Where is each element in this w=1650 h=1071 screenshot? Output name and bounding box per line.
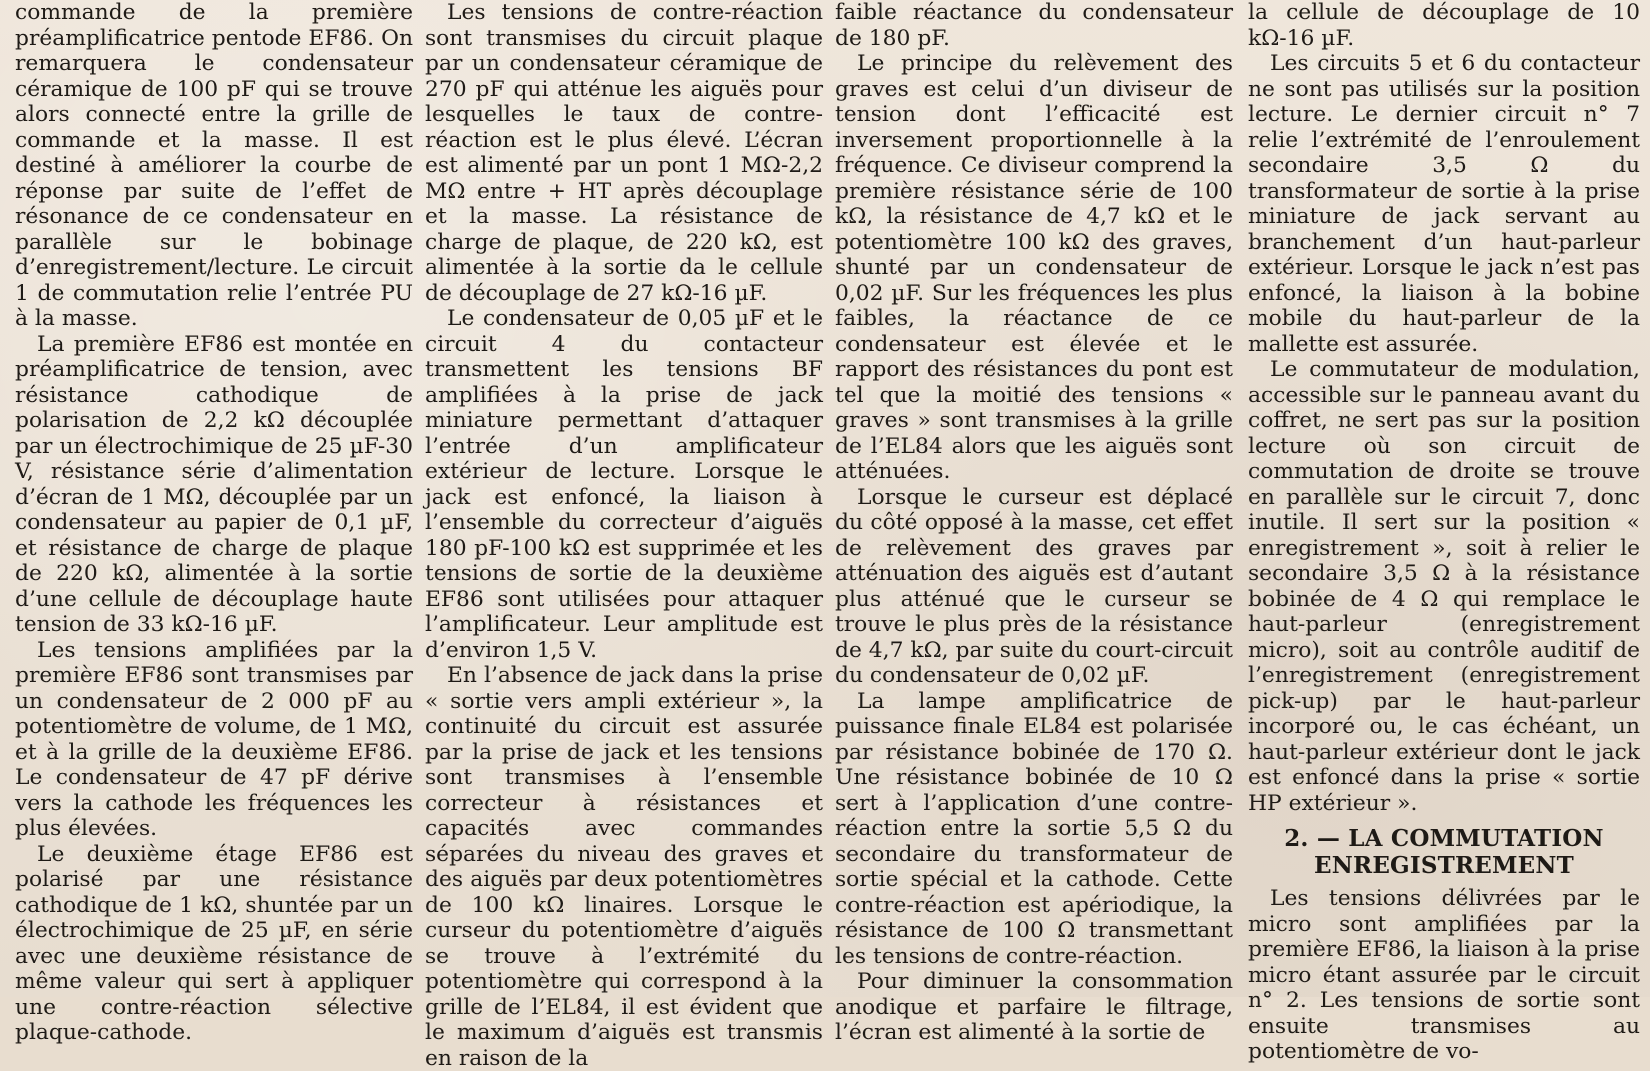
paragraph: faible réactance du condensateur de 180 pF. xyxy=(835,0,1233,51)
section-heading-line-1: 2. — LA COMMUTATION xyxy=(1284,825,1604,852)
paragraph: Lorsque le curseur est déplacé du côté opposé à la masse, cet effet de relèvement des graves par atténuation des aiguës est d’autant plus atténué que le curseur se trouve le plus près de la résistance de 4,7 kΩ, par suite du court-circuit du condensateur de 0,02 µF. xyxy=(835,484,1233,688)
paragraph: commande de la première préamplificatrice pentode EF86. On remarquera le condensateur céramique de 100 pF qui se trouve alors connecté entre la grille de commande et la masse. Il est destiné à améliorer la courbe de réponse par suite de l’effet de résonance de ce condensateur en parallèle sur le bobinage d’enregistrement/lecture. Le circuit 1 de commutation relie l’entrée PU à la masse. xyxy=(15,0,413,331)
paragraph: En l’absence de jack dans la prise « sortie vers ampli extérieur », la continuité du circuit est assurée par la prise de jack et les tensions sont transmises à l’ensemble correcteur à résistances et capacités avec commandes séparées du niveau des graves et des aiguës par deux potentiomètres de 100 kΩ linaires. Lorsque le curseur du potentiomètre d’aiguës se trouve à l’extrémité du potentiomètre qui correspond à la grille de l’EL84, il est évident que le maximum d’aiguës est transmis en raison de la xyxy=(425,663,823,1071)
text-column-4 xyxy=(1248,0,1640,1065)
paragraph: Le condensateur de 0,05 µF et le circuit 4 du contacteur transmettent les tensions BF amplifiées à la prise de jack miniature permettant d’attaquer l’entrée d’un amplificateur extérieur de lecture. Lorsque le jack est enfoncé, la liaison à l’ensemble du correcteur d’aiguës 180 pF-100 kΩ est supprimée et les tensions de sortie de la deuxième EF86 sont utilisées pour attaquer l’amplificateur. Leur amplitude est d’environ 1,5 V. xyxy=(425,306,823,663)
paragraph: Le principe du relèvement des graves est celui d’un diviseur de tension dont l’efficacité est inversement proportionnelle à la fréquence. Ce diviseur comprend la première résistance série de 100 kΩ, la résistance de 4,7 kΩ et le potentiomètre 100 kΩ des graves, shunté par un condensateur de 0,02 µF. Sur les fréquences les plus faibles, la réactance de ce condensateur est élevée et le rapport des résistances du pont est tel que la moitié des tensions « graves » sont transmises à la grille de l’EL84 alors que les aiguës sont atténuées. xyxy=(835,51,1233,484)
paragraph: Les tensions de contre-réaction sont transmises du circuit plaque par un condensateur céramique de 270 pF qui atténue les aiguës pour lesquelles le taux de contre-réaction est le plus élevé. L’écran est alimenté par un pont 1 MΩ-2,2 MΩ entre + HT après découplage et la masse. La résistance de charge de plaque, de 220 kΩ, est alimentée à la sortie da le cellule de découplage de 27 kΩ-16 µF. xyxy=(425,0,823,306)
section-heading xyxy=(1248,825,1640,879)
paragraph: Le commutateur de modulation, accessible sur le panneau avant du coffret, ne sert pas sur la position lecture où son circuit de commutation de droite se trouve en parallèle sur le circuit 7, donc inutile. Il sert sur la position « enregistrement », soit à relier le secondaire 3,5 Ω à la résistance bobinée de 4 Ω qui remplace le haut-parleur (enregistrement micro), soit au contrôle auditif de l’enregistrement (enregistrement pick-up) par le haut-parleur incorporé ou, le cas échéant, un haut-parleur extérieur dont le jack est enfoncé dans la prise « sortie HP extérieur ». xyxy=(1248,357,1640,816)
paragraph: La première EF86 est montée en préamplificatrice de tension, avec résistance cathodique de polarisation de 2,2 kΩ découplée par un électrochimique de 25 µF-30 V, résistance série d’alimentation d’écran de 1 MΩ, découplée par un condensateur au papier de 0,1 µF, et résistance de charge de plaque de 220 kΩ, alimentée à la sortie d’une cellule de découplage haute tension de 33 kΩ-16 µF. xyxy=(15,331,413,637)
text-column-3 xyxy=(835,0,1233,1046)
paragraph: la cellule de découplage de 10 kΩ-16 µF. xyxy=(1248,0,1640,51)
text-column-2 xyxy=(425,0,823,1071)
paragraph: Les tensions délivrées par le micro sont amplifiées par la première EF86, la liaison à la prise micro étant assurée par le circuit n° 2. Les tensions de sortie sont ensuite transmises au potentiomètre de vo- xyxy=(1248,886,1640,1064)
paragraph: Les circuits 5 et 6 du contacteur ne sont pas utilisés sur la position lecture. Le dernier circuit n° 7 relie l’extrémité de l’enroulement secondaire 3,5 Ω du transformateur de sortie à la prise miniature de jack servant au branchement d’un haut-parleur extérieur. Lorsque le jack n’est pas enfoncé, la liaison à la bobine mobile du haut-parleur de la mallette est assurée. xyxy=(1248,51,1640,357)
text-column-1 xyxy=(15,0,413,1046)
section-heading-line-2: ENREGISTREMENT xyxy=(1314,852,1574,879)
paragraph: Les tensions amplifiées par la première EF86 sont transmises par un condensateur de 2 000 pF au potentiomètre de volume, de 1 MΩ, et à la grille de la deuxième EF86. Le condensateur de 47 pF dérive vers la cathode les fréquences les plus élevées. xyxy=(15,637,413,841)
paragraph: Pour diminuer la consommation anodique et parfaire le filtrage, l’écran est alimenté à la sortie de xyxy=(835,969,1233,1045)
paragraph: La lampe amplificatrice de puissance finale EL84 est polarisée par résistance bobinée de 170 Ω. Une résistance bobinée de 10 Ω sert à l’application d’une contre-réaction entre la sortie 5,5 Ω du secondaire du transformateur de sortie spécial et la cathode. Cette contre-réaction est apériodique, la résistance de 100 Ω transmettant les tensions de contre-réaction. xyxy=(835,688,1233,969)
paragraph: Le deuxième étage EF86 est polarisé par une résistance cathodique de 1 kΩ, shuntée par un électrochimique de 25 µF, en série avec une deuxième résistance de même valeur qui sert à appliquer une contre-réaction sélective plaque-cathode. xyxy=(15,841,413,1045)
